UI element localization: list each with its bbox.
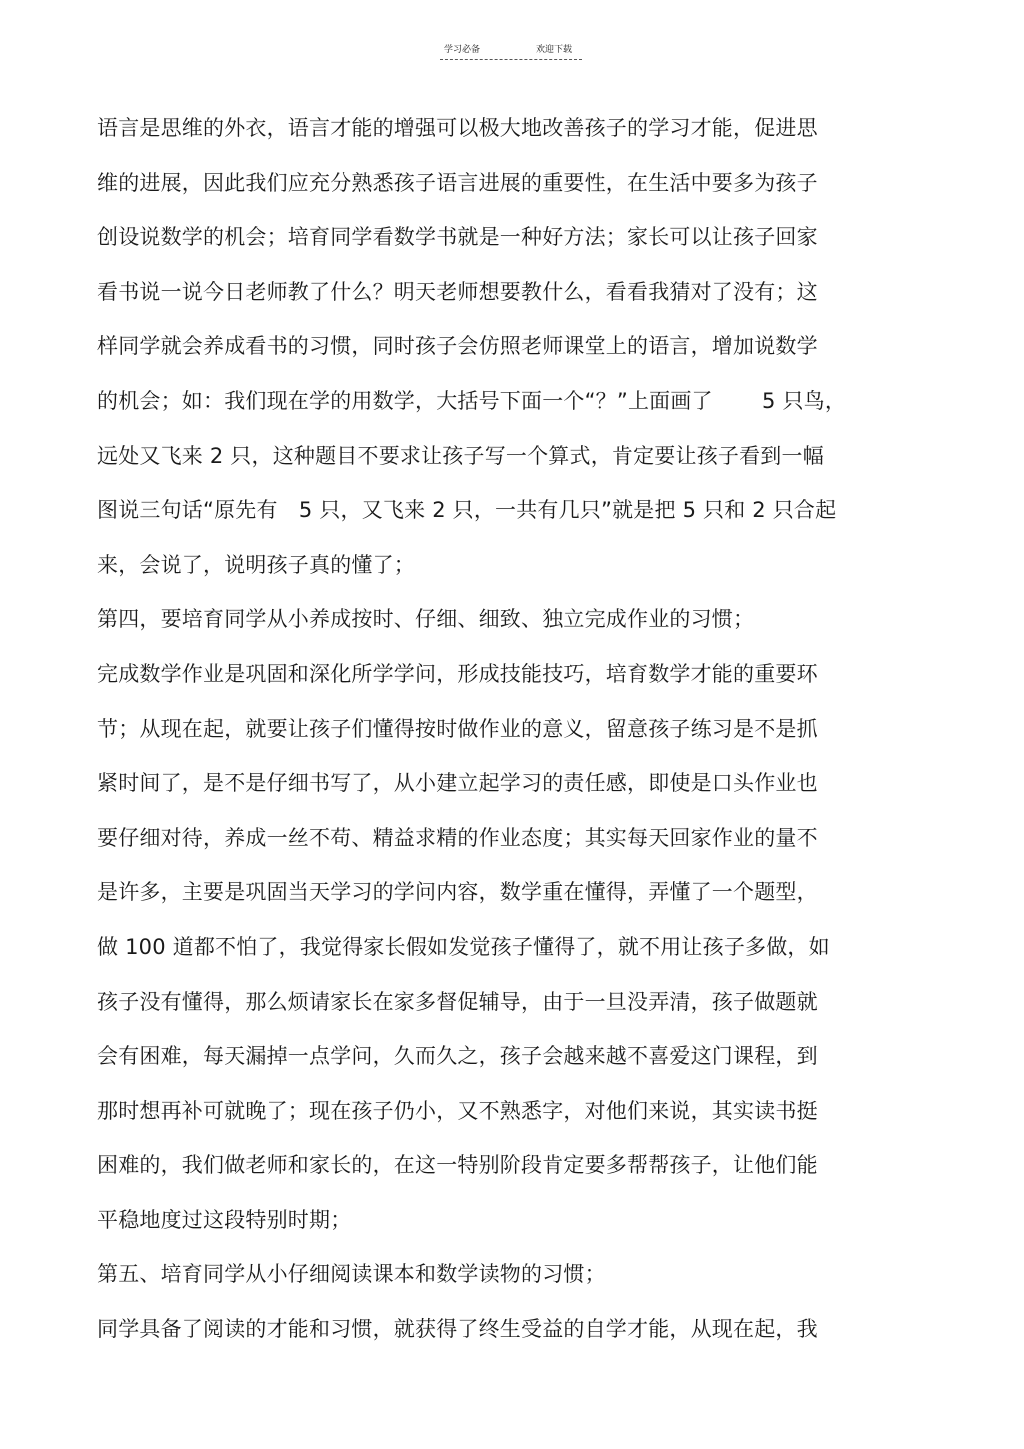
- text-line: 看书说一说今日老师教了什么？明天老师想要教什么，看看我猜对了没有；这: [97, 279, 818, 304]
- text-line: 语言是思维的外衣，语言才能的增强可以极大地改善孩子的学习才能，促进思: [97, 116, 818, 140]
- text-line: 创设说数学的机会；培育同学看数学书就是一种好方法；家长可以让孩子回家: [97, 225, 818, 250]
- text-line: 紧时间了，是不是仔细书写了，从小建立起学习的责任感，即使是口头作业也: [97, 771, 818, 796]
- header-left-text: 学习必备: [444, 45, 481, 55]
- section-heading: 第四，要培育同学从小养成按时、仔细、细致、独立完成作业的习惯；: [97, 607, 755, 632]
- text-line: 做 100 道都不怕了，我觉得家长假如发觉孩子懂得了，就不用让孩子多做，如: [97, 934, 830, 959]
- text-line: 完成数学作业是巩固和深化所学学问，形成技能技巧，培育数学才能的重要环: [97, 661, 818, 686]
- text-line: 样同学就会养成看书的习惯，同时孩子会仿照老师课堂上的语言，增加说数学: [97, 334, 818, 359]
- text-line: 来，会说了，说明孩子真的懂了；: [97, 552, 415, 577]
- text-line: 孩子没有懂得，那么烦请家长在家多督促辅导，由于一旦没弄清，孩子做题就: [97, 989, 818, 1014]
- text-line: 平稳地度过这段特别时期；: [97, 1207, 352, 1232]
- header-divider: [440, 59, 582, 60]
- text-line: 会有困难，每天漏掉一点学问，久而久之，孩子会越来越不喜爱这门课程，到: [97, 1044, 818, 1069]
- text-line: 图说三句话“原先有 5 只，又飞来 2 只，一共有几只”就是把 5 只和 2 只合起: [97, 498, 837, 523]
- text-line: 远处又飞来 2 只，这种题目不要求让孩子写一个算式，肯定要让孩子看到一幅: [97, 443, 824, 468]
- document-body: [97, 108, 927, 1364]
- text-line: 那时想再补可就晚了；现在孩子仍小，又不熟悉字，对他们来说，其实读书挺: [97, 1098, 818, 1123]
- header-right-text: 欢迎下载: [536, 45, 573, 55]
- text-line: 困难的，我们做老师和家长的，在这一特别阶段肯定要多帮帮孩子，让他们能: [97, 1153, 818, 1178]
- page-header: [440, 40, 582, 62]
- text-line: 是许多，主要是巩固当天学习的学问内容，数学重在懂得，弄懂了一个题型，: [97, 880, 818, 905]
- text-line: 同学具备了阅读的才能和习惯，就获得了终生受益的自学才能，从现在起，我: [97, 1317, 818, 1342]
- text-line: 的机会；如：我们现在学的用数学，大括号下面一个“？”上面画了 5 只鸟，: [97, 388, 847, 413]
- section-heading: 第五、培育同学从小仔细阅读课本和数学读物的习惯；: [97, 1262, 606, 1287]
- text-line: 要仔细对待，养成一丝不苟、精益求精的作业态度；其实每天回家作业的量不: [97, 825, 818, 850]
- text-line: 节；从现在起，就要让孩子们懂得按时做作业的意义，留意孩子练习是不是抓: [97, 716, 818, 741]
- text-line: 维的进展，因此我们应充分熟悉孩子语言进展的重要性，在生活中要多为孩子: [97, 170, 818, 195]
